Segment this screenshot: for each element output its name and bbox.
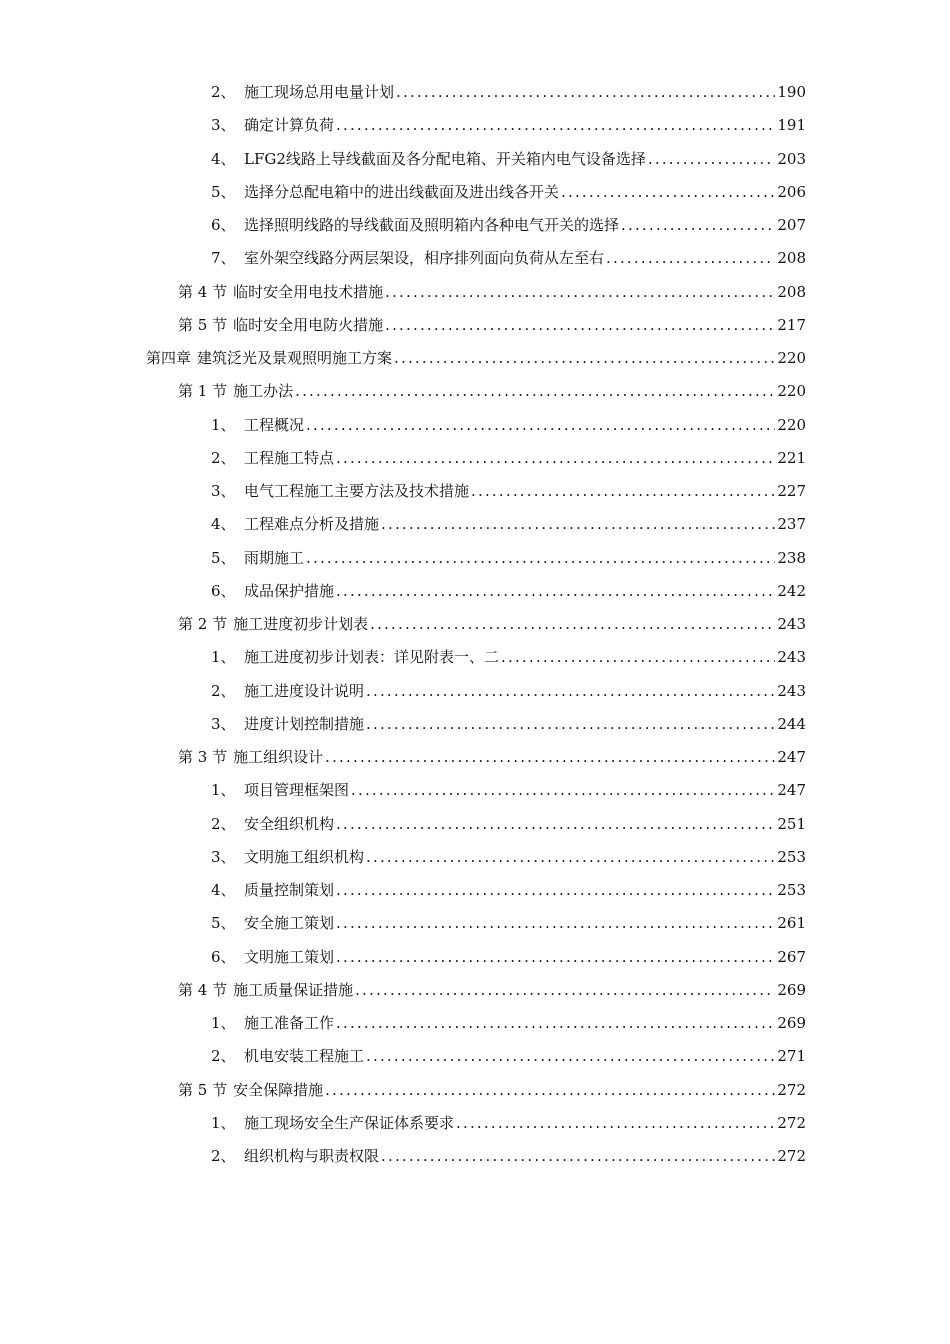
toc-entry-page-number: 190 [777, 83, 806, 101]
toc-entry-body [178, 608, 806, 641]
toc-dot-leader [370, 608, 775, 641]
toc-entry-page-number: 237 [777, 515, 806, 534]
toc-dot-leader [351, 774, 775, 807]
toc-entry-number: 1、 [211, 648, 236, 667]
toc-entry-title: 临时安全用电技术措施 [233, 282, 384, 301]
toc-entry-page-number: 220 [777, 349, 806, 367]
toc-entry-body [211, 1040, 806, 1073]
toc-entry[interactable] [0, 808, 950, 841]
toc-entry-title: 施工现场总用电量计划 [244, 83, 395, 101]
toc-entry-title: 机电安装工程施工 [244, 1047, 365, 1066]
toc-dot-leader [336, 575, 775, 608]
toc-entry-title: 雨期施工 [244, 548, 305, 567]
toc-dot-leader [336, 808, 775, 841]
toc-entry-title: 选择照明线路的导线截面及照明箱内各种电气开关的选择 [244, 216, 620, 234]
toc-entry-number: 3、 [211, 847, 236, 866]
toc-entry-number: 5、 [211, 182, 236, 201]
toc-entry[interactable] [0, 76, 950, 109]
toc-entry-number: 第 1 节 [178, 382, 228, 401]
toc-entry-page-number: 191 [777, 116, 806, 135]
toc-entry[interactable] [0, 309, 950, 342]
toc-dot-leader [366, 1040, 775, 1073]
toc-entry-body [146, 342, 806, 375]
toc-entry-body [211, 1007, 806, 1040]
toc-entry[interactable] [0, 1007, 950, 1040]
toc-entry-body [178, 974, 806, 1007]
toc-dot-leader [306, 409, 775, 442]
toc-entry-title: 组织机构与职责权限 [244, 1147, 380, 1165]
toc-entry-title: 安全施工策划 [244, 914, 335, 933]
toc-entry-title: 电气工程施工主要方法及技术措施 [244, 482, 470, 500]
toc-entry-body [211, 508, 806, 541]
toc-entry-number: 4、 [211, 881, 236, 899]
toc-entry-title: 施工进度设计说明 [244, 681, 365, 700]
toc-entry[interactable] [0, 708, 950, 741]
toc-dot-leader [385, 276, 775, 309]
toc-entry-page-number: 227 [777, 482, 806, 500]
toc-dot-leader [336, 442, 775, 475]
toc-entry-body [178, 741, 806, 774]
toc-entry[interactable] [0, 675, 950, 708]
toc-entry-number: 2、 [211, 1147, 236, 1165]
toc-dot-leader [336, 109, 775, 142]
toc-dot-leader [394, 342, 775, 375]
toc-entry[interactable] [0, 907, 950, 940]
toc-entry-number: 第 3 节 [178, 748, 228, 766]
toc-entry-number: 第 5 节 [178, 1080, 228, 1099]
toc-dot-leader [355, 974, 775, 1007]
toc-entry-body [211, 76, 806, 109]
toc-dot-leader [501, 641, 775, 674]
toc-entry-title: 文明施工组织机构 [244, 847, 365, 866]
toc-entry-title: 施工组织设计 [233, 748, 324, 766]
toc-dot-leader [385, 309, 775, 342]
toc-entry-title: 工程施工特点 [244, 448, 335, 467]
toc-entry-page-number: 203 [777, 149, 806, 168]
toc-entry-page-number: 253 [777, 847, 806, 866]
toc-dot-leader [648, 143, 775, 176]
toc-entry-page-number: 220 [777, 415, 806, 434]
toc-dot-leader [366, 708, 775, 741]
toc-entry[interactable] [0, 575, 950, 608]
toc-entry-body [211, 242, 806, 275]
toc-entry-title: 施工现场安全生产保证体系要求 [244, 1113, 455, 1132]
toc-entry-page-number: 243 [777, 681, 806, 700]
toc-entry-number: 第 2 节 [178, 615, 228, 633]
toc-entry-body [211, 109, 806, 142]
toc-entry-title: 室外架空线路分两层架设，相序排列面向负荷从左至右 [244, 249, 605, 268]
toc-entry[interactable] [0, 941, 950, 974]
toc-entry-title: 工程概况 [244, 415, 305, 434]
toc-entry-number: 3、 [211, 116, 236, 135]
toc-entry-title: 选择分总配电箱中的进出线截面及进出线各开关 [244, 182, 560, 201]
toc-entry-title: 安全保障措施 [233, 1080, 324, 1099]
table-of-contents [0, 76, 950, 1173]
toc-entry-page-number: 244 [777, 714, 806, 733]
toc-entry[interactable] [0, 475, 950, 508]
toc-entry-page-number: 206 [777, 182, 806, 201]
toc-entry[interactable] [0, 841, 950, 874]
toc-dot-leader [306, 542, 775, 575]
toc-dot-leader [325, 1074, 775, 1107]
toc-entry-body [211, 143, 806, 176]
toc-dot-leader [381, 1140, 775, 1173]
toc-entry-number: 2、 [211, 814, 236, 833]
toc-entry-body [211, 675, 806, 708]
toc-entry-page-number: 247 [777, 781, 806, 800]
toc-entry[interactable] [0, 276, 950, 309]
toc-entry-body [211, 708, 806, 741]
toc-entry-page-number: 271 [777, 1047, 806, 1066]
toc-entry[interactable] [0, 774, 950, 807]
toc-entry-number: 4、 [211, 515, 236, 534]
toc-dot-leader [606, 242, 775, 275]
toc-entry-body [178, 1074, 806, 1107]
toc-entry-number: 1、 [211, 1113, 236, 1132]
toc-entry-page-number: 272 [777, 1147, 806, 1165]
toc-entry-body [211, 941, 806, 974]
toc-entry-page-number: 272 [777, 1113, 806, 1132]
toc-entry-page-number: 247 [777, 748, 806, 766]
toc-entry-title: 临时安全用电防火措施 [233, 315, 384, 334]
toc-entry-number: 5、 [211, 914, 236, 933]
toc-entry-page-number: 242 [777, 581, 806, 600]
toc-entry[interactable] [0, 442, 950, 475]
toc-entry-page-number: 220 [777, 382, 806, 401]
toc-entry-page-number: 238 [777, 548, 806, 567]
toc-entry-title: 文明施工策划 [244, 947, 335, 966]
toc-entry[interactable] [0, 342, 950, 375]
toc-entry-body [211, 1107, 806, 1140]
toc-dot-leader [336, 874, 775, 907]
toc-entry-number: 4、 [211, 149, 236, 168]
toc-entry-page-number: 221 [777, 448, 806, 467]
toc-entry-page-number: 269 [777, 980, 806, 999]
toc-entry[interactable] [0, 1140, 950, 1173]
toc-entry-title: 确定计算负荷 [244, 116, 335, 135]
toc-entry-page-number: 269 [777, 1014, 806, 1032]
toc-entry-number: 6、 [211, 216, 236, 234]
toc-entry-page-number: 243 [777, 615, 806, 633]
toc-entry-page-number: 253 [777, 881, 806, 899]
toc-entry-title: 工程难点分析及措施 [244, 515, 380, 534]
toc-entry-title: 施工准备工作 [244, 1014, 335, 1032]
toc-dot-leader [325, 741, 775, 774]
toc-entry-title: 施工质量保证措施 [233, 980, 354, 999]
toc-entry[interactable] [0, 974, 950, 1007]
toc-entry[interactable] [0, 641, 950, 674]
toc-entry-body [211, 475, 806, 508]
toc-dot-leader [456, 1107, 775, 1140]
toc-entry-page-number: 208 [777, 282, 806, 301]
toc-entry-page-number: 217 [777, 315, 806, 334]
toc-entry-page-number: 251 [777, 814, 806, 833]
toc-entry-number: 6、 [211, 947, 236, 966]
toc-dot-leader [295, 375, 775, 408]
toc-entry-number: 3、 [211, 482, 236, 500]
toc-dot-leader [336, 1007, 775, 1040]
toc-dot-leader [396, 76, 775, 109]
toc-entry-number: 2、 [211, 83, 236, 101]
toc-entry-title: 项目管理框架图 [244, 781, 350, 800]
toc-entry-body [211, 176, 806, 209]
toc-dot-leader [381, 508, 775, 541]
toc-entry-body [211, 442, 806, 475]
toc-entry-body [211, 907, 806, 940]
toc-entry-page-number: 207 [777, 216, 806, 234]
toc-entry-page-number: 243 [777, 648, 806, 667]
toc-entry[interactable] [0, 542, 950, 575]
toc-entry-page-number: 208 [777, 249, 806, 268]
toc-entry-number: 第 4 节 [178, 282, 228, 301]
toc-entry-title: 安全组织机构 [244, 814, 335, 833]
toc-entry[interactable] [0, 109, 950, 142]
toc-entry-page-number: 261 [777, 914, 806, 933]
toc-entry[interactable] [0, 874, 950, 907]
toc-entry[interactable] [0, 1040, 950, 1073]
toc-dot-leader [366, 841, 775, 874]
toc-entry-body [178, 375, 806, 408]
toc-entry-body [211, 641, 806, 674]
toc-entry-body [178, 276, 806, 309]
toc-entry[interactable] [0, 375, 950, 408]
toc-entry-title: 施工办法 [233, 382, 294, 401]
toc-entry-number: 2、 [211, 1047, 236, 1066]
toc-dot-leader [336, 907, 775, 940]
toc-entry[interactable] [0, 409, 950, 442]
toc-entry-body [211, 575, 806, 608]
toc-dot-leader [621, 209, 775, 242]
toc-dot-leader [366, 675, 775, 708]
toc-entry-body [211, 542, 806, 575]
toc-entry-body [211, 808, 806, 841]
toc-entry-title: 施工进度初步计划表 [233, 615, 369, 633]
toc-entry-title: 进度计划控制措施 [244, 714, 365, 733]
toc-entry[interactable] [0, 176, 950, 209]
toc-dot-leader [561, 176, 775, 209]
toc-entry[interactable] [0, 1074, 950, 1107]
toc-entry-number: 3、 [211, 714, 236, 733]
toc-entry-number: 7、 [211, 249, 236, 268]
toc-entry-body [211, 841, 806, 874]
toc-entry-body [178, 309, 806, 342]
toc-entry-title: 建筑泛光及景观照明施工方案 [197, 349, 393, 367]
toc-entry-number: 第 4 节 [178, 980, 228, 999]
toc-entry-page-number: 267 [777, 947, 806, 966]
toc-entry-number: 第 5 节 [178, 315, 228, 334]
toc-entry-body [211, 874, 806, 907]
toc-entry-body [211, 209, 806, 242]
toc-dot-leader [471, 475, 775, 508]
toc-entry[interactable] [0, 143, 950, 176]
toc-entry[interactable] [0, 508, 950, 541]
toc-entry-number: 1、 [211, 781, 236, 800]
toc-entry-title: 施工进度初步计划表：详见附表一、二 [244, 648, 500, 667]
toc-entry-number: 第四章 [146, 349, 192, 367]
toc-entry-number: 1、 [211, 1014, 236, 1032]
toc-entry-title: LFG2线路上导线截面及各分配电箱、开关箱内电气设备选择 [244, 149, 646, 168]
toc-entry[interactable] [0, 209, 950, 242]
toc-entry-title: 质量控制策划 [244, 881, 335, 899]
toc-dot-leader [336, 941, 775, 974]
toc-entry-body [211, 1140, 806, 1173]
toc-entry[interactable] [0, 608, 950, 641]
toc-entry[interactable] [0, 1107, 950, 1140]
toc-entry-number: 1、 [211, 415, 236, 434]
toc-entry-number: 6、 [211, 581, 236, 600]
toc-entry-number: 2、 [211, 448, 236, 467]
toc-entry[interactable] [0, 242, 950, 275]
toc-entry-number: 2、 [211, 681, 236, 700]
toc-entry-body [211, 774, 806, 807]
toc-entry-page-number: 272 [777, 1080, 806, 1099]
toc-entry-title: 成品保护措施 [244, 581, 335, 600]
toc-entry[interactable] [0, 741, 950, 774]
toc-entry-body [211, 409, 806, 442]
toc-entry-number: 5、 [211, 548, 236, 567]
